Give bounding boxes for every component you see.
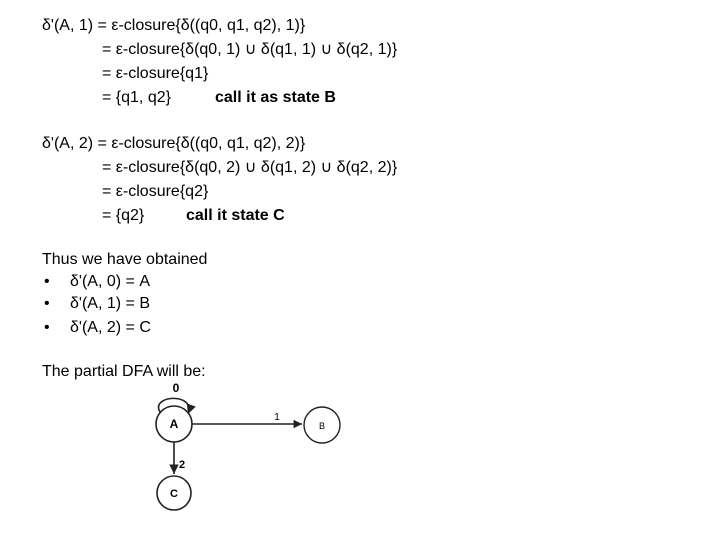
section1-line2: = ε-closure{δ(q0, 1) ∪ δ(q1, 1) ∪ δ(q2, 1)} bbox=[102, 41, 398, 58]
summary-item-3: δ'(A, 2) = C bbox=[70, 319, 151, 336]
summary-item-2: δ'(A, 1) = B bbox=[70, 295, 150, 312]
section2-note: call it state C bbox=[186, 207, 285, 224]
bullet-symbol: • bbox=[44, 273, 50, 290]
section1-note: call it as state B bbox=[215, 89, 336, 106]
edge-a-b-label: 1 bbox=[274, 412, 280, 423]
summary-item-1: δ'(A, 0) = A bbox=[70, 273, 150, 290]
summary-intro: Thus we have obtained bbox=[42, 251, 208, 268]
edge-a-c-label: 2 bbox=[178, 459, 186, 471]
self-loop-label: 0 bbox=[172, 381, 180, 395]
state-b-label: B bbox=[318, 421, 326, 431]
section2-line2: = ε-closure{δ(q0, 2) ∪ δ(q1, 2) ∪ δ(q2, 2)} bbox=[102, 159, 398, 176]
partial-dfa-diagram bbox=[0, 378, 720, 540]
section2-line1: δ'(A, 2) = ε-closure{δ((q0, q1, q2), 2)} bbox=[42, 135, 306, 152]
section2-line4: = {q2} bbox=[102, 207, 145, 224]
section2-line3: = ε-closure{q2} bbox=[102, 183, 209, 200]
partial-dfa-heading: The partial DFA will be: bbox=[42, 363, 206, 380]
state-c-label: C bbox=[170, 488, 178, 500]
state-a-label: A bbox=[169, 417, 179, 431]
section1-line3: = ε-closure{q1} bbox=[102, 65, 209, 82]
section1-line4: = {q1, q2} bbox=[102, 89, 171, 106]
bullet-symbol: • bbox=[44, 319, 50, 336]
bullet-symbol: • bbox=[44, 295, 50, 312]
section1-line1: δ'(A, 1) = ε-closure{δ((q0, q1, q2), 1)} bbox=[42, 17, 306, 34]
